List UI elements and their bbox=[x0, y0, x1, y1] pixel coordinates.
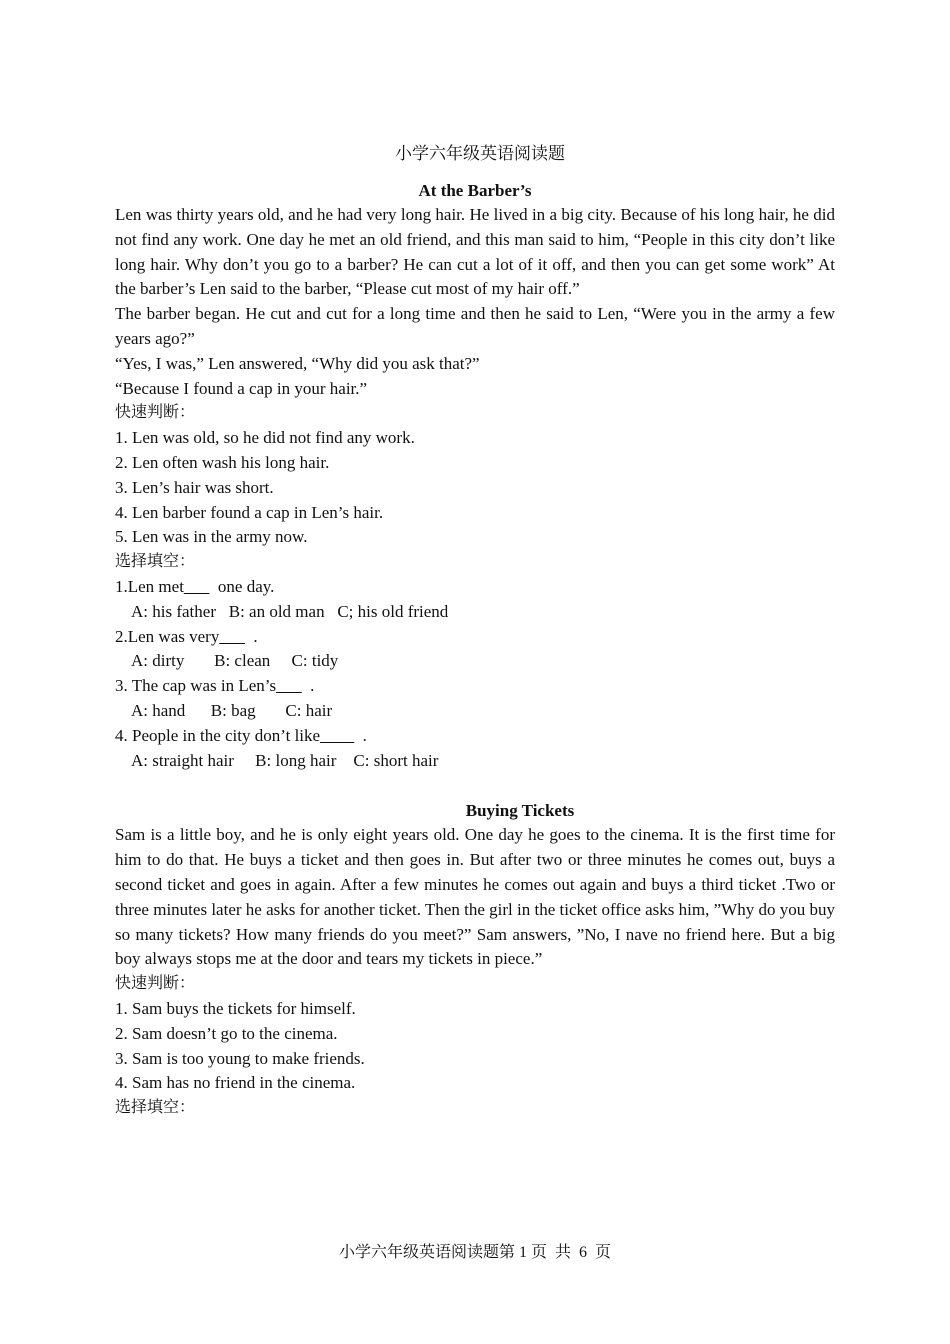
story1-judge-item: 4. Len barber found a cap in Len’s hair. bbox=[115, 502, 384, 522]
choice-question bbox=[115, 575, 835, 600]
document-title: 小学六年级英语阅读题 bbox=[395, 144, 565, 163]
question-end: . bbox=[354, 725, 367, 745]
story2-judge-item: 3. Sam is too young to make friends. bbox=[115, 1048, 365, 1068]
choice-question bbox=[115, 724, 835, 749]
story1-title: At the Barber’s bbox=[418, 181, 532, 200]
story1-choice-heading: 选择填空： bbox=[115, 553, 196, 571]
question-end: . bbox=[301, 676, 315, 696]
question-end: one day. bbox=[209, 576, 275, 596]
footer-total-pages: 6 bbox=[579, 1244, 588, 1261]
story1-paragraph-1: Len was thirty years old, and he had very long hair. He lived in a big city. Because of his long hair, he did not find any work. One day he met an old friend, and this man said to him, “People in this city don’t like long hair. Why don’t you go to a barber? He can cut a lot of it off, and then you can get some work” At the barber’s Len said to the barber, “Please cut most of my hair off.” bbox=[115, 205, 835, 299]
footer-total-unit: 页 bbox=[595, 1244, 612, 1261]
story2-title: Buying Tickets bbox=[465, 801, 575, 821]
story2-judge-heading: 快速判断： bbox=[115, 975, 196, 993]
story2-judge-item: 2. Sam doesn’t go to the cinema. bbox=[115, 1023, 338, 1043]
answer-blank: ___ bbox=[183, 576, 210, 596]
story1-judge-item: 1. Len was old, so he did not find any work. bbox=[115, 428, 415, 448]
story1-paragraph-2: The barber began. He cut and cut for a long time and then he said to Len, “Were you in the army a few years ago?” bbox=[115, 304, 835, 348]
choice-options: A: hand B: bag C: hair bbox=[131, 700, 333, 720]
choice-options: A: dirty B: clean C: tidy bbox=[131, 651, 339, 671]
document-page bbox=[115, 140, 835, 1121]
question-text: 3. The cap was in Len’s bbox=[115, 676, 277, 696]
story2-paragraph: Sam is a little boy, and he is only eight years old. One day he goes to the cinema. It is the first time for him to do that. He buys a ticket and then goes in. But after two or three minutes he comes out, buys a second ticket and goes in again. After a few minutes he comes out again and buys a third ticket .Two or three minutes later he asks for another ticket. Then the girl in the ticket office asks him, ”Why do you buy so many tickets? How many friends do you meet?” Sam answers, ”No, I nave no friend here. But a big boy always stops me at the door and tears my tickets in piece.” bbox=[115, 825, 835, 969]
footer-total-word: 共 bbox=[555, 1244, 572, 1261]
footer-page-number: 1 bbox=[518, 1244, 527, 1261]
choice-question bbox=[115, 625, 835, 650]
story1-judge-item: 2. Len often wash his long hair. bbox=[115, 452, 330, 472]
choice-question bbox=[115, 674, 835, 699]
question-text: 4. People in the city don’t like bbox=[115, 725, 321, 745]
story1-dialogue-2: “Because I found a cap in your hair.” bbox=[115, 378, 368, 398]
story1-judge-item: 5. Len was in the army now. bbox=[115, 527, 308, 547]
story2-choice-heading: 选择填空： bbox=[115, 1099, 196, 1117]
story2-judge-item: 4. Sam has no friend in the cinema. bbox=[115, 1073, 356, 1093]
story1-judge-heading: 快速判断： bbox=[115, 404, 196, 422]
answer-blank: ___ bbox=[219, 626, 245, 646]
story2-judge-item: 1. Sam buys the tickets for himself. bbox=[115, 998, 356, 1018]
answer-blank: ___ bbox=[276, 676, 302, 696]
answer-blank: ____ bbox=[320, 725, 355, 745]
choice-options: A: straight hair B: long hair C: short hair bbox=[131, 750, 439, 770]
footer-page-unit: 页 bbox=[530, 1244, 547, 1261]
question-end: . bbox=[244, 626, 258, 646]
choice-options: A: his father B: an old man C; his old friend bbox=[131, 601, 449, 621]
question-text: 1.Len met bbox=[115, 576, 184, 596]
question-text: 2.Len was very bbox=[115, 626, 220, 646]
story1-judge-item: 3. Len’s hair was short. bbox=[115, 477, 274, 497]
story1-dialogue-1: “Yes, I was,” Len answered, “Why did you ask that?” bbox=[115, 353, 480, 373]
footer-prefix: 小学六年级英语阅读题第 bbox=[338, 1244, 515, 1261]
page-footer bbox=[0, 1241, 950, 1265]
